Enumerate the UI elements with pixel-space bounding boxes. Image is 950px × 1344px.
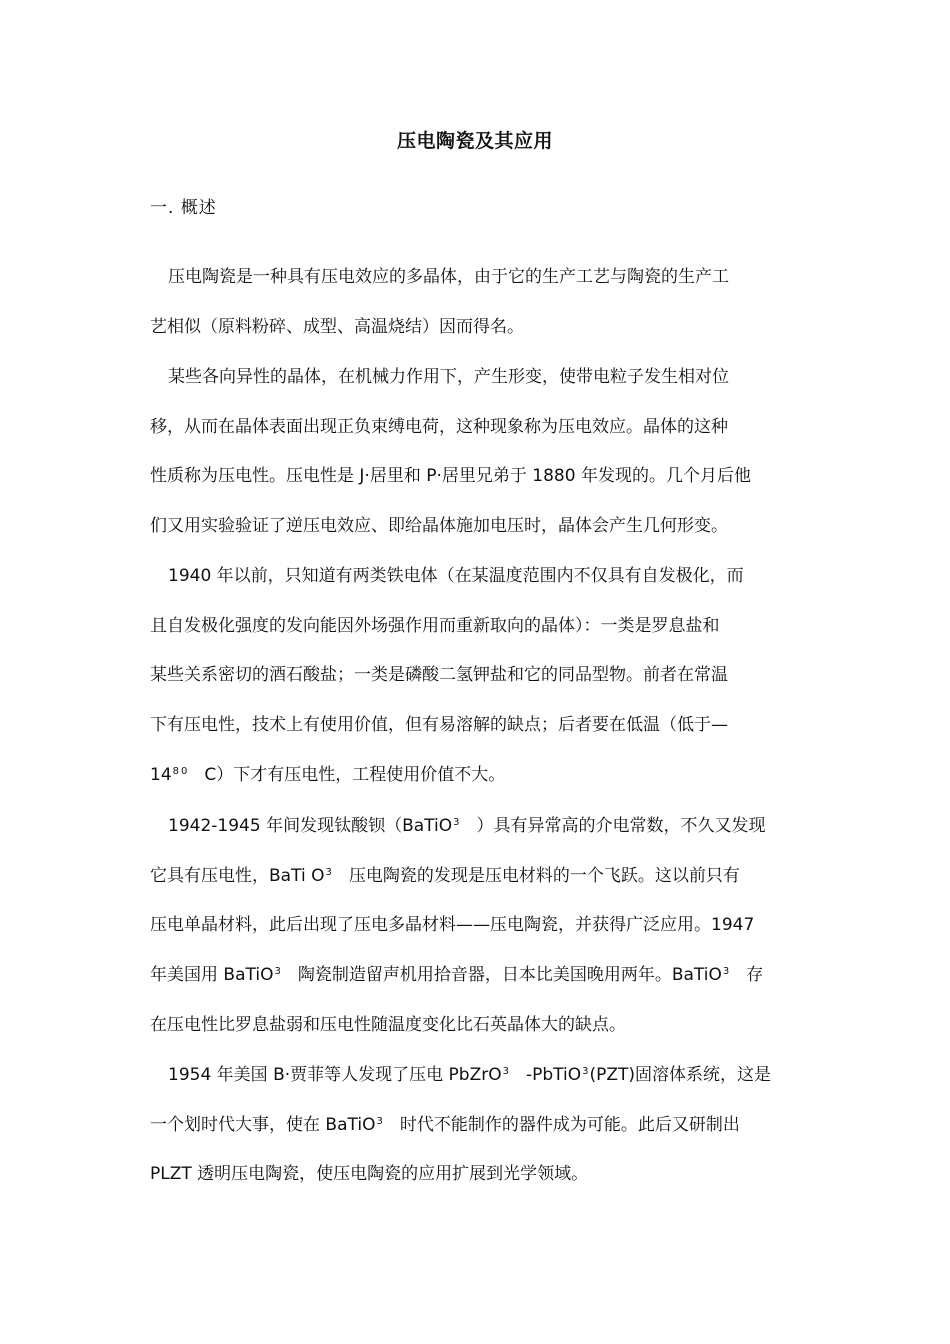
paragraph-line: 移，从而在晶体表面出现正负束缚电荷，这种现象称为压电效应。晶体的这种 <box>150 417 728 437</box>
text-segment: 1942-1945 年间发现钛酸钡（BaTiO <box>168 816 453 836</box>
paragraph-line: 们又用实验验证了逆压电效应、即给晶体施加电压时，晶体会产生几何形变。 <box>150 516 728 536</box>
text-segment: 存 <box>746 965 764 985</box>
superscript: 3 <box>376 1116 383 1127</box>
paragraph-line: 下有压电性，技术上有使用价值，但有易溶解的缺点；后者要在低温（低于— <box>150 715 728 735</box>
text-segment: ）具有异常高的介电常数，不久又发现 <box>476 816 766 836</box>
text-segment: 1954 年美国 B·贾菲等人发现了压电 PbZrO <box>168 1065 502 1085</box>
text-segment: (PZT)固溶体系统，这是 <box>589 1065 772 1085</box>
superscript: 0 <box>181 766 188 777</box>
text-segment: 年美国用 BaTiO <box>150 965 274 985</box>
superscript: 3 <box>325 867 332 878</box>
paragraph-line <box>150 1112 740 1138</box>
paragraph-line: PLZT 透明压电陶瓷，使压电陶瓷的应用扩展到光学领域。 <box>150 1164 589 1184</box>
paragraph-line: 性质称为压电性。压电性是 J·居里和 P·居里兄弟于 1880 年发现的。几个月后他 <box>150 466 751 486</box>
paragraph-line <box>150 863 740 889</box>
text-segment: 一个划时代大事，使在 BaTiO <box>150 1115 376 1135</box>
document-title: 压电陶瓷及其应用 <box>396 130 553 152</box>
text-segment: 压电陶瓷的发现是压电材料的一个飞跃。这以前只有 <box>348 866 740 886</box>
text-segment: 14 <box>150 765 172 785</box>
paragraph-line: 艺相似（原料粉碎、成型、高温烧结）因而得名。 <box>150 317 524 337</box>
paragraph-line: 压电陶瓷是一种具有压电效应的多晶体，由于它的生产工艺与陶瓷的生产工 <box>168 267 729 287</box>
superscript: 8 <box>172 766 180 777</box>
superscript: 3 <box>582 1066 589 1077</box>
paragraph-line: 在压电性比罗息盐弱和压电性随温度变化比石英晶体大的缺点。 <box>150 1015 626 1035</box>
paragraph-line <box>168 813 766 839</box>
superscript: 3 <box>274 966 281 977</box>
paragraph-line: 压电单晶材料，此后出现了压电多晶材料——压电陶瓷，并获得广泛应用。1947 <box>150 915 755 935</box>
section-heading: 一. 概述 <box>150 198 217 218</box>
superscript: 3 <box>502 1066 509 1077</box>
paragraph-line: 某些关系密切的酒石酸盐；一类是磷酸二氢钾盐和它的同品型物。前者在常温 <box>150 665 728 685</box>
text-segment: -PbTiO <box>525 1065 582 1085</box>
text-segment: 它具有压电性，BaTi O <box>150 866 325 886</box>
paragraph-line <box>150 962 763 988</box>
text-segment: 时代不能制作的器件成为可能。此后又研制出 <box>399 1115 740 1135</box>
paragraph-line <box>150 762 505 788</box>
text-segment: C）下才有压电性，工程使用价值不大。 <box>204 765 506 785</box>
superscript: 3 <box>453 817 460 828</box>
paragraph-line: 某些各向异性的晶体，在机械力作用下，产生形变，使带电粒子发生相对位 <box>168 367 729 387</box>
paragraph-line: 1940 年以前，只知道有两类铁电体（在某温度范围内不仅具有自发极化，而 <box>168 566 744 586</box>
paragraph-line <box>168 1062 771 1088</box>
paragraph-line: 且自发极化强度的发向能因外场强作用而重新取向的晶体）：一类是罗息盐和 <box>150 616 720 636</box>
text-segment: 陶瓷制造留声机用拾音器，日本比美国晚用两年。BaTiO <box>297 965 722 985</box>
superscript: 3 <box>722 966 730 977</box>
